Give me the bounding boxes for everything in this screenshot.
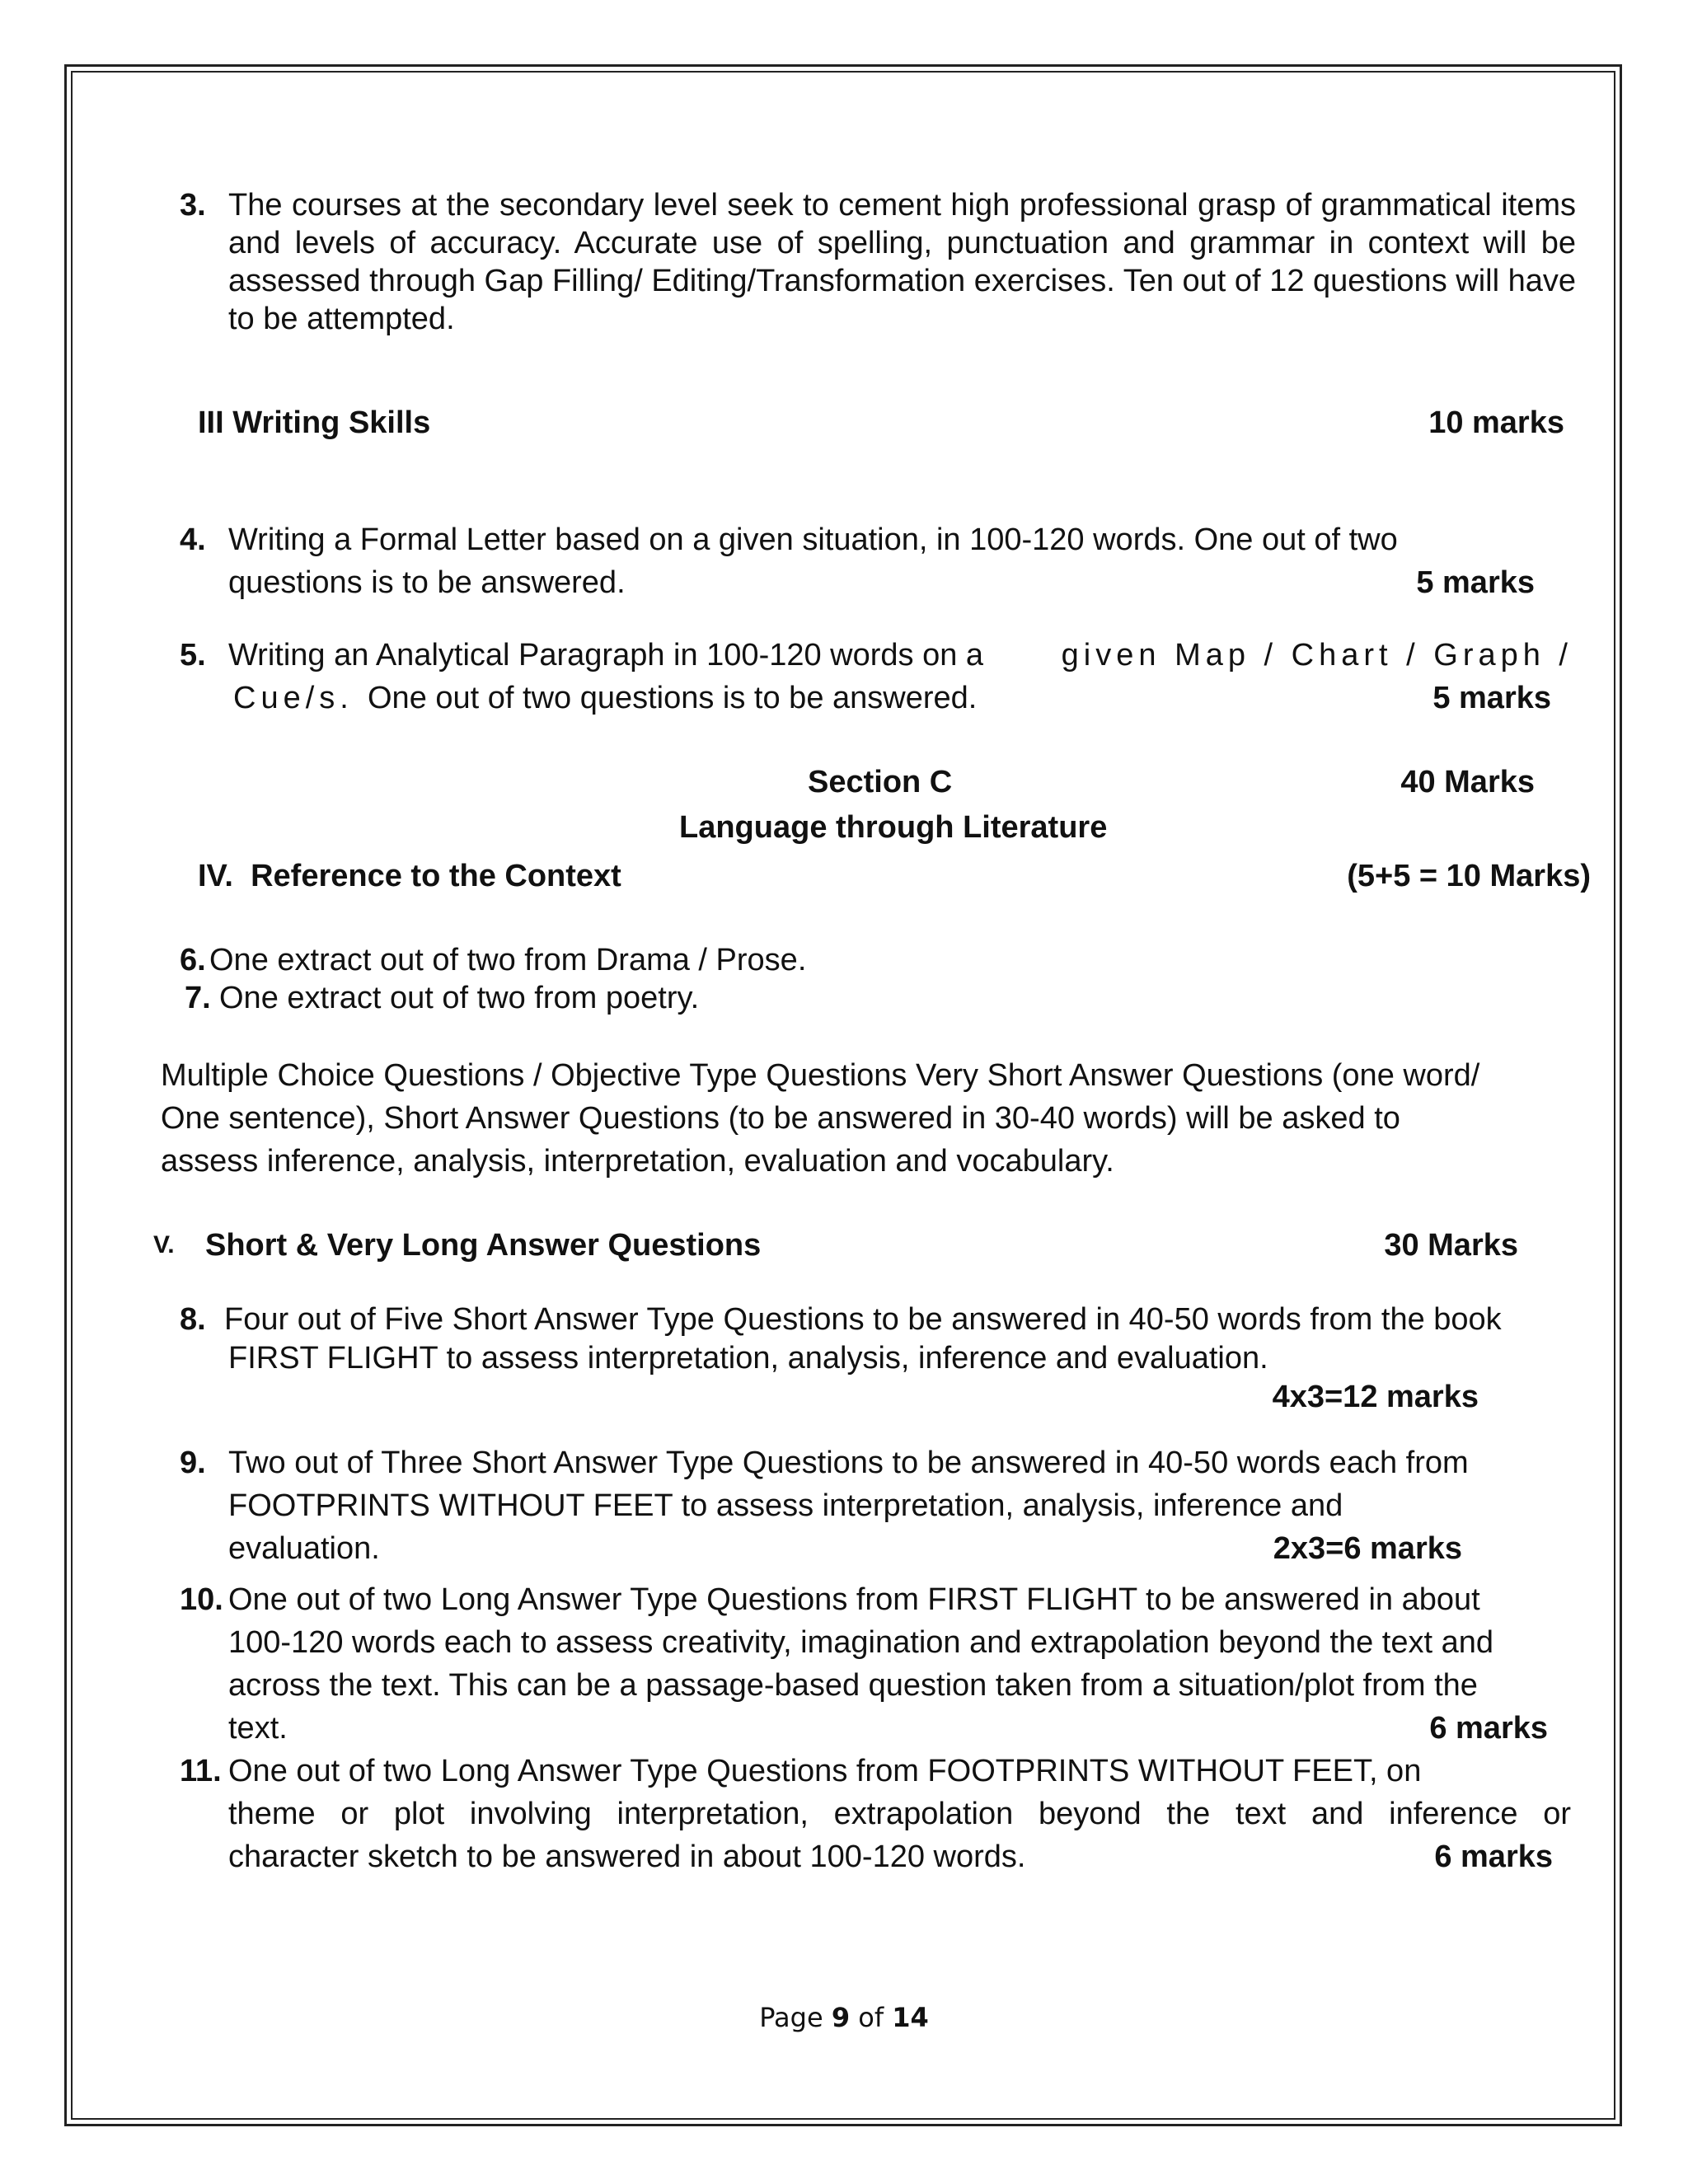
item-7-text: One extract out of two from poetry.	[219, 981, 700, 1015]
item-11-line3: character sketch to be answered in about 100-120 words.	[228, 1840, 1026, 1874]
item-4-line2: questions is to be answered.	[228, 565, 626, 600]
item-9-line3: evaluation.	[228, 1531, 380, 1566]
item-6-number: 6.	[180, 943, 206, 977]
item-10-line3: across the text. This can be a passage-based question taken from a situation/plot from the	[228, 1668, 1478, 1703]
item-9-number: 9.	[180, 1446, 206, 1480]
section-iii-heading: III Writing Skills	[198, 405, 431, 440]
item-7-number: 7.	[185, 981, 211, 1015]
footer-page-word: Page	[759, 2002, 823, 2033]
item-3-number: 3.	[180, 188, 206, 223]
item-5-line2-part1: Cue/s.	[233, 681, 354, 715]
item-6-text: One extract out of two from Drama / Prose.	[209, 943, 807, 977]
section-c-subtitle: Language through Literature	[679, 810, 1108, 845]
item-9-line1: Two out of Three Short Answer Type Questions to be answered in 40-50 words each from	[228, 1446, 1469, 1480]
item-11-line1: One out of two Long Answer Type Questions from FOOTPRINTS WITHOUT FEET, on	[228, 1754, 1422, 1788]
section-c-marks: 40 Marks	[1400, 765, 1535, 799]
mcq-paragraph-line3: assess inference, analysis, interpretation, evaluation and vocabulary.	[161, 1144, 1114, 1179]
item-11-line2: theme or plot involving interpretation, extrapolation beyond the text and inference or	[228, 1797, 1571, 1831]
item-9-line2: FOOTPRINTS WITHOUT FEET to assess interpretation, analysis, inference and	[228, 1488, 1343, 1523]
page-footer	[0, 2001, 1688, 2034]
section-v-heading: Short & Very Long Answer Questions	[205, 1228, 762, 1263]
item-5-number: 5.	[180, 638, 206, 673]
item-5-marks: 5 marks	[1432, 681, 1551, 715]
item-9-marks: 2x3=6 marks	[1273, 1531, 1462, 1566]
item-10-line1: One out of two Long Answer Type Questions from FIRST FLIGHT to be answered in about	[228, 1582, 1480, 1617]
mcq-paragraph-line1: Multiple Choice Questions / Objective Type Questions Very Short Answer Questions (one word/	[161, 1058, 1480, 1093]
footer-of-word: of	[858, 2002, 884, 2033]
item-8-line1: Four out of Five Short Answer Type Questions to be answered in 40-50 words from the book	[224, 1302, 1502, 1337]
footer-total-pages: 14	[892, 2002, 929, 2033]
section-c-heading: Section C	[808, 765, 953, 799]
section-iii-marks: 10 marks	[1428, 405, 1564, 440]
item-8-number: 8.	[180, 1302, 206, 1337]
section-iv-marks: (5+5 = 10 Marks)	[1347, 859, 1591, 893]
item-4-number: 4.	[180, 523, 206, 557]
item-5-line2-part2: One out of two questions is to be answered.	[368, 681, 978, 715]
item-10-line2: 100-120 words each to assess creativity, imagination and extrapolation beyond the text and	[228, 1625, 1494, 1660]
item-11-marks: 6 marks	[1434, 1840, 1553, 1874]
item-4-marks: 5 marks	[1416, 565, 1535, 600]
mcq-paragraph-line2: One sentence), Short Answer Questions (to be answered in 30-40 words) will be asked to	[161, 1101, 1400, 1136]
item-10-marks: 6 marks	[1429, 1711, 1548, 1746]
section-v-marks: 30 Marks	[1384, 1228, 1518, 1263]
item-10-line4: text.	[228, 1711, 288, 1746]
item-3-text: The courses at the secondary level seek to cement high professional grasp of grammatical items and levels of accuracy. Accurate use of spelling, punctuation and grammar in context will be assessed through Gap Filling/ Editing/Transformation exercises. Ten out of 12 questions will have to be attempted.	[228, 188, 1576, 336]
item-5-line1-part1: Writing an Analytical Paragraph in 100-120 words on a	[228, 638, 984, 673]
item-4-line1: Writing a Formal Letter based on a given situation, in 100-120 words. One out of two	[228, 523, 1398, 557]
item-11-number: 11.	[180, 1754, 222, 1788]
item-8-line2: FIRST FLIGHT to assess interpretation, analysis, inference and evaluation.	[228, 1341, 1268, 1376]
item-5-line1-part2: given Map / Chart / Graph /	[1061, 638, 1573, 673]
section-iv-heading: IV. Reference to the Context	[198, 859, 621, 893]
footer-page-number: 9	[831, 2002, 851, 2033]
section-v-number: V.	[153, 1231, 175, 1258]
item-10-number: 10.	[180, 1582, 223, 1617]
item-8-marks: 4x3=12 marks	[1272, 1380, 1479, 1414]
